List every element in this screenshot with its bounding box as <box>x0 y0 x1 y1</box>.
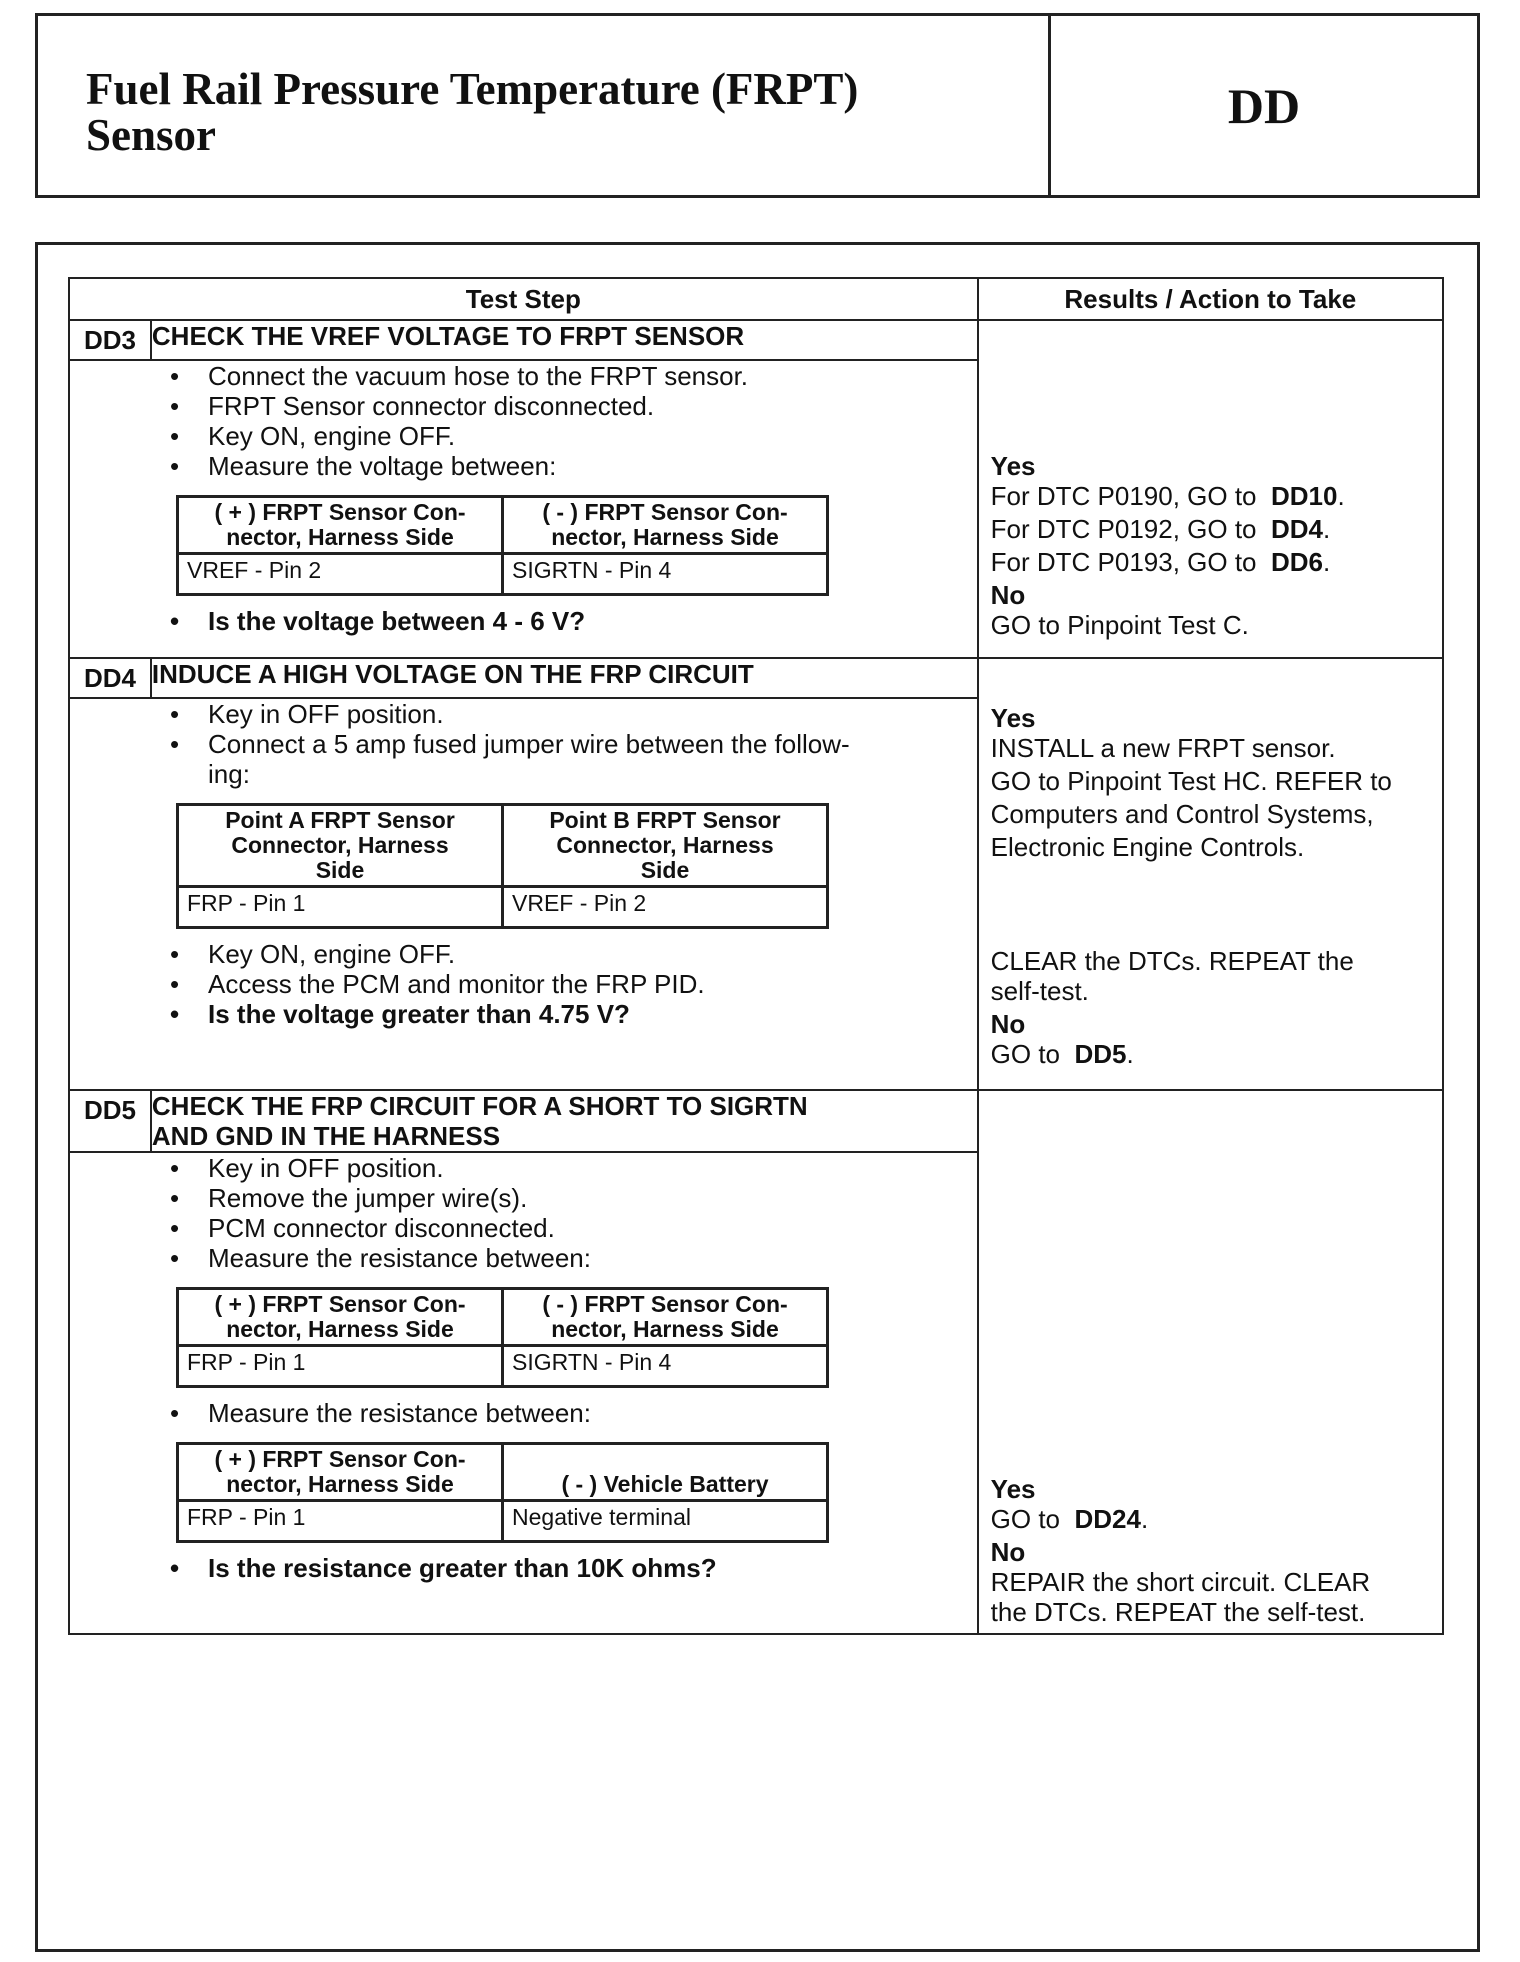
dd3-bullets <box>70 361 977 481</box>
step-title-dd4: INDUCE A HIGH VOLTAGE ON THE FRP CIRCUIT <box>151 658 978 698</box>
step-dd5-body <box>69 1152 978 1634</box>
dd5-no-line2: the DTCs. REPEAT the self-test. <box>990 1597 1366 1627</box>
dd5-sub1-col-negative: ( - ) FRPT Sensor Con- nector, Harness Side <box>503 1289 828 1346</box>
list-item: • Remove the jumper wire(s). <box>208 1183 977 1213</box>
step-dd4-body <box>69 698 978 1090</box>
list-item: • Connect the vacuum hose to the FRPT sensor. <box>208 361 977 391</box>
page-title-line2: Sensor <box>86 110 217 160</box>
dd5-no-line1: REPAIR the short circuit. CLEAR <box>990 1567 1371 1597</box>
dd4-bullets <box>70 699 977 789</box>
list-item: • Key ON, engine OFF. <box>208 421 977 451</box>
step-dd5-results <box>978 1090 1443 1634</box>
list-item: • FRPT Sensor connector disconnected. <box>208 391 977 421</box>
dd5-bullets <box>70 1153 977 1273</box>
dd3-question: • Is the voltage between 4 - 6 V? <box>208 606 977 636</box>
dd3-results-text <box>991 451 1432 640</box>
dd5-sub2-cell-positive: FRP - Pin 1 <box>178 1501 503 1542</box>
step-dd3-title-row <box>69 320 1443 360</box>
dd4-col-point-b: Point B FRPT Sensor Connector, Harness Side <box>503 805 828 887</box>
dd4-no-text: GO to DD5. <box>990 1039 1134 1069</box>
dd5-sub1-cell-negative: SIGRTN - Pin 4 <box>503 1346 828 1387</box>
step-dd3-results <box>978 320 1443 658</box>
dd4-yes-line4: Electronic Engine Controls. <box>990 832 1305 862</box>
dd4-yes-line3: Computers and Control Systems, <box>990 799 1374 829</box>
step-id-dd4: DD4 <box>69 658 151 698</box>
results-heading: Results / Action to Take <box>978 278 1443 320</box>
dd5-sub2-cell-battery: Negative terminal <box>503 1501 828 1542</box>
list-item: • Key in OFF position. <box>208 699 977 729</box>
dd5-question-list <box>70 1553 977 1583</box>
step-id-dd3: DD3 <box>69 320 151 360</box>
dd3-no-label: No <box>990 580 1026 610</box>
step-dd5-title-row <box>69 1090 1443 1152</box>
dd3-no-text: GO to Pinpoint Test C. <box>990 610 1249 640</box>
dd5-sub1-cell-positive: FRP - Pin 1 <box>178 1346 503 1387</box>
list-item: • Measure the voltage between: <box>208 451 977 481</box>
dd3-question-list <box>70 606 977 636</box>
dd3-yes-line2: For DTC P0192, GO to DD4. <box>990 514 1331 544</box>
dd5-no-label: No <box>990 1537 1026 1567</box>
dd4-cell-point-a: FRP - Pin 1 <box>178 887 503 928</box>
dd4-yes-line1: INSTALL a new FRPT sensor. <box>990 733 1336 763</box>
list-item: • PCM connector disconnected. <box>208 1213 977 1243</box>
list-item: • Connect a 5 amp fused jumper wire between the follow- ing: <box>208 729 977 789</box>
list-item: • Key ON, engine OFF. <box>208 939 977 969</box>
step-dd3-body <box>69 360 978 658</box>
dd5-question: • Is the resistance greater than 10K ohms? <box>208 1553 977 1583</box>
list-item: • Measure the resistance between: <box>208 1243 977 1273</box>
dd4-jumper-table <box>176 803 829 929</box>
page-header <box>35 13 1480 198</box>
list-item: • Measure the resistance between: <box>208 1398 977 1428</box>
dd4-col-point-a: Point A FRPT Sensor Connector, Harness Side <box>178 805 503 887</box>
dd5-sigrtn-table <box>176 1287 829 1388</box>
dd3-yes-line1: For DTC P0190, GO to DD10. <box>990 481 1345 511</box>
dd5-yes-text: GO to DD24. <box>990 1504 1149 1534</box>
dd4-no-label: No <box>990 1009 1026 1039</box>
step-dd4-title-row <box>69 658 1443 698</box>
dd5-sub2-col-battery: ( - ) Vehicle Battery <box>503 1444 828 1501</box>
section-code: DD <box>1227 77 1301 134</box>
dd4-question: • Is the voltage greater than 4.75 V? <box>208 999 977 1029</box>
step-id-dd5: DD5 <box>69 1090 151 1152</box>
dd4-bullets-2 <box>70 939 977 1029</box>
dd5-sub1-col-positive: ( + ) FRPT Sensor Con- nector, Harness Side <box>178 1289 503 1346</box>
dd3-cell-positive: VREF - Pin 2 <box>178 554 503 595</box>
dd5-bullets-mid <box>70 1398 977 1428</box>
page-title <box>38 16 1051 195</box>
dd4-clear-line2: self-test. <box>990 976 1089 1006</box>
list-item: • Access the PCM and monitor the FRP PID. <box>208 969 977 999</box>
test-step-table <box>68 277 1444 1635</box>
list-item: • Key in OFF position. <box>208 1153 977 1183</box>
dd4-yes-label: Yes <box>990 703 1036 733</box>
dd4-yes-block <box>991 703 1432 862</box>
table-header-row <box>69 278 1443 320</box>
dd4-cell-point-b: VREF - Pin 2 <box>503 887 828 928</box>
dd5-battery-table <box>176 1442 829 1543</box>
dd3-measure-table <box>176 495 829 596</box>
dd5-yes-label: Yes <box>990 1474 1036 1504</box>
dd3-col-positive: ( + ) FRPT Sensor Con- nector, Harness Side <box>178 497 503 554</box>
page-title-line1: Fuel Rail Pressure Temperature (FRPT) <box>86 64 859 114</box>
dd3-yes-label: Yes <box>990 451 1036 481</box>
dd3-cell-negative: SIGRTN - Pin 4 <box>503 554 828 595</box>
dd4-yes-line2: GO to Pinpoint Test HC. REFER to <box>990 766 1392 796</box>
step-title-dd3: CHECK THE VREF VOLTAGE TO FRPT SENSOR <box>151 320 978 360</box>
test-step-heading: Test Step <box>69 278 978 320</box>
dd5-results-text <box>991 1474 1432 1627</box>
dd3-yes-line3: For DTC P0193, GO to DD6. <box>990 547 1331 577</box>
dd5-sub2-col-positive: ( + ) FRPT Sensor Con- nector, Harness Side <box>178 1444 503 1501</box>
dd3-col-negative: ( - ) FRPT Sensor Con- nector, Harness Side <box>503 497 828 554</box>
dd4-clear-line1: CLEAR the DTCs. REPEAT the <box>990 946 1354 976</box>
step-dd4-results <box>978 658 1443 1090</box>
dd4-clear-block <box>991 946 1432 1069</box>
step-title-dd5: CHECK THE FRP CIRCUIT FOR A SHORT TO SIGRTN AND GND IN THE HARNESS <box>151 1090 978 1152</box>
